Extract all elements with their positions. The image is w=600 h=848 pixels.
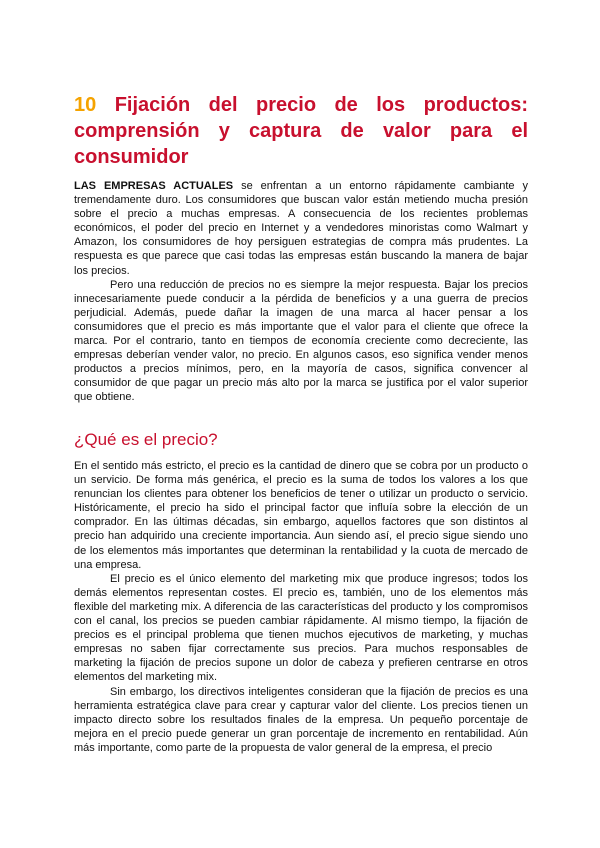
chapter-number: 10 <box>74 94 97 116</box>
intro-paragraph-2: Pero una reducción de precios no es siempre la mejor respuesta. Bajar los precios innecesariamente puede conducir a la pérdida de beneficios y a una guerra de precios perjudicial. Además, puede dañar la imagen de una marca al hacer pensar a los consumidores que el precio es más importante que el valor para el cliente que ofrece la marca. Por el contrario, tanto en tiempos de economía creciente como decreciente, las empresas deberían vender valor, no precio. En algunos casos, eso significa vender menos productos a precios mínimos, pero, en la mayoría de casos, significa convencer al consumidor de que pagar un precio más alto por la marca se justifica por el valor superior que obtiene. <box>74 278 528 404</box>
intro-section <box>74 179 528 405</box>
price-section <box>74 459 528 755</box>
intro-paragraph-1 <box>74 179 528 278</box>
section-heading: ¿Qué es el precio? <box>74 430 218 449</box>
chapter-title-text: Fijación del precio de los productos: comprensión y captura de valor para el consumidor <box>74 94 528 168</box>
section-paragraph-1: En el sentido más estricto, el precio es la cantidad de dinero que se cobra por un producto o un servicio. De forma más genérica, el precio es la suma de todos los valores a los que renuncian los clientes para obtener los beneficios de tener o utilizar un producto o servicio. Históricamente, el precio ha sido el principal factor que influía sobre la elección de un comprador. En las últimas décadas, sin embargo, aquellos factores que son distintos al precio han adquirido una creciente importancia. Aun siendo así, el precio sigue siendo uno de los elementos más importantes que determinan la rentabilidad y la cuota de mercado de una empresa. <box>74 460 528 571</box>
intro-lead: LAS EMPRESAS ACTUALES <box>74 180 234 192</box>
section-paragraph-2: El precio es el único elemento del marketing mix que produce ingresos; todos los demás elementos representan costes. El precio es, también, uno de los elementos más flexible del marketing mix. A diferencia de las características del producto y los compromisos con el canal, los precios se pueden cambiar rápidamente. Al mismo tiempo, la fijación de precios es el principal problema que tienen muchos ejecutivos de marketing, y muchas empresas no saben fijar correctamente sus precios. Para muchos responsables de marketing la fijación de precios supone un dolor de cabeza y prefieren centrarse en otros elementos del marketing mix. <box>74 572 528 684</box>
intro-paragraph-1-text: se enfrentan a un entorno rápidamente cambiante y tremendamente duro. Los consumidores que buscan valor están metiendo mucha presión sobre el precio a muchas empresas. A consecuencia de los recientes problemas económicos, el poder del precio en Internet y a vendedores minoristas como Walmart y Amazon, los consumidores de hoy persiguen estrategias de compra más prudentes. La respuesta es que parece que casi todas las empresas están buscando la manera de bajar los precios. <box>74 180 528 277</box>
chapter-title <box>74 92 528 170</box>
section-paragraph-3: Sin embargo, los directivos inteligentes consideran que la fijación de precios es una herramienta estratégica clave para crear y capturar valor del cliente. Los precios tienen un impacto directo sobre los resultados finales de la empresa. Un pequeño porcentaje de mejora en el precio puede generar un gran porcentaje de incremento en rentabilidad. Aún más importante, como parte de la propuesta de valor general de la empresa, el precio <box>74 685 528 754</box>
